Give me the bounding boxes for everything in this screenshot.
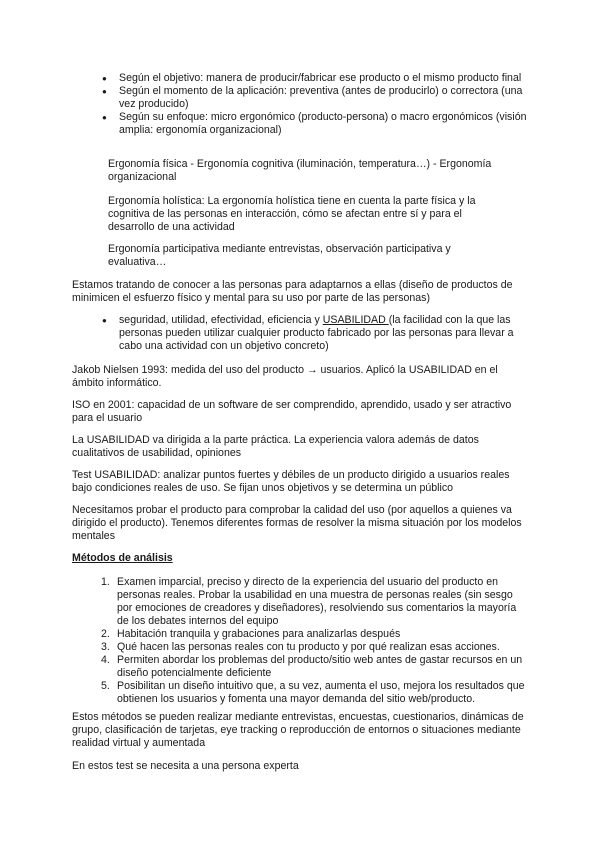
list-item <box>0 314 529 353</box>
paragraph-iso: ISO en 2001: capacidad de un software de ser comprendido, aprendido, usado y ser atractivo para el usuario <box>72 399 512 424</box>
list-item: ● Según el momento de la aplicación: preventiva (antes de producirlo) o correctora (una vez producido) <box>0 85 529 111</box>
list-item-text: Habitación tranquila y grabaciones para analizarlas después <box>117 628 401 640</box>
paragraph-test-usabilidad: Test USABILIDAD: analizar puntos fuertes y débiles de un producto dirigido a usuarios reales bajo condiciones reales de uso. Se fijan unos objetivos y se determina un público <box>72 469 510 494</box>
paragraph-metodos: Estos métodos se pueden realizar mediante entrevistas, encuestas, cuestionarios, dinámicas de grupo, clasificación de tarjetas, eye tracking o reproducción de entornos o situaciones mediante realidad virtual y aumentada <box>72 711 524 749</box>
list-number: 5. <box>101 680 110 692</box>
bullet-usab-post: (la facilidad con la que las personas pueden utilizar cualquier producto fabricado por las personas para llevar a cabo una actividad con un objetivo concreto) <box>119 314 514 352</box>
list-item <box>0 680 530 706</box>
bullet-list-usabilidad <box>0 314 600 353</box>
paragraph-persona-experta: En estos test se necesita a una persona experta <box>72 760 299 772</box>
paragraph-ergonomia-participativa: Ergonomía participativa mediante entrevistas, observación participativa y evaluativa… <box>108 243 451 268</box>
list-item: ● Según el objetivo: manera de producir/fabricar ese producto o el mismo producto final <box>0 72 529 85</box>
list-number: 4. <box>101 654 110 666</box>
usabilidad-link[interactable]: USABILIDAD <box>322 314 389 326</box>
list-number: 3. <box>101 641 110 653</box>
paragraph-ergonomia-fisica: Ergonomía física - Ergonomía cognitiva (iluminación, temperatura…) - Ergonomía organizacional <box>108 158 492 183</box>
list-item-text: Permiten abordar los problemas del producto/sitio web antes de gastar recursos en un diseño potencialmente deficiente <box>117 654 523 679</box>
paragraph-practica: La USABILIDAD va dirigida a la parte práctica. La experiencia valora además de datos cualitativos de usabilidad, opiniones <box>72 434 479 459</box>
list-item <box>0 576 530 628</box>
list-number: 1. <box>101 576 110 588</box>
list-item: ● Según su enfoque: micro ergonómico (producto-persona) o macro ergonómicos (visión amplia: ergonomía organizacional) <box>0 111 529 137</box>
list-item-text: Examen imparcial, preciso y directo de la experiencia del usuario del producto en personas reales. Probar la usabilidad en una muestra de personas reales (sin sesgo por emociones de creadores y diseñadores), resolviendo sus comentarios la mayoría de los debates internos del equipo <box>117 576 517 627</box>
paragraph-necesitamos: Necesitamos probar el producto para comprobar la calidad del uso (por aquellos a quienes va dirigido el producto). Tenemos diferentes formas de resolver la misma situación por los modelos mentales <box>72 504 522 542</box>
list-item-text: Qué hacen las personas reales con tu producto y por qué realizan esas acciones. <box>117 641 500 653</box>
list-item <box>0 628 530 641</box>
bullet-list-classification <box>0 72 600 137</box>
list-number: 2. <box>101 628 110 640</box>
paragraph-estamos: Estamos tratando de conocer a las personas para adaptarnos a ellas (diseño de productos de minimicen el esfuerzo físico y mental para su uso por parte de las personas) <box>72 279 513 304</box>
list-item <box>0 641 530 654</box>
paragraph-ergonomia-holistica: Ergonomía holística: La ergonomía holística tiene en cuenta la parte física y la cognitiva de las personas en interacción, cómo se afectan entre sí y para el desarrollo de una actividad <box>108 195 476 233</box>
bullet-usab-pre: seguridad, utilidad, efectividad, eficiencia y <box>119 314 323 326</box>
section-heading: Métodos de análisis <box>72 552 173 564</box>
list-item <box>0 654 530 680</box>
numbered-list-metodos <box>0 576 600 706</box>
paragraph-nielsen: Jakob Nielsen 1993: medida del uso del producto → usuarios. Aplicó la USABILIDAD en el ámbito informático. <box>72 364 498 389</box>
list-item-text: Posibilitan un diseño intuitivo que, a su vez, aumenta el uso, mejora los resultados que obtienen los usuarios y fomenta una mayor demanda del sitio web/producto. <box>117 680 525 705</box>
